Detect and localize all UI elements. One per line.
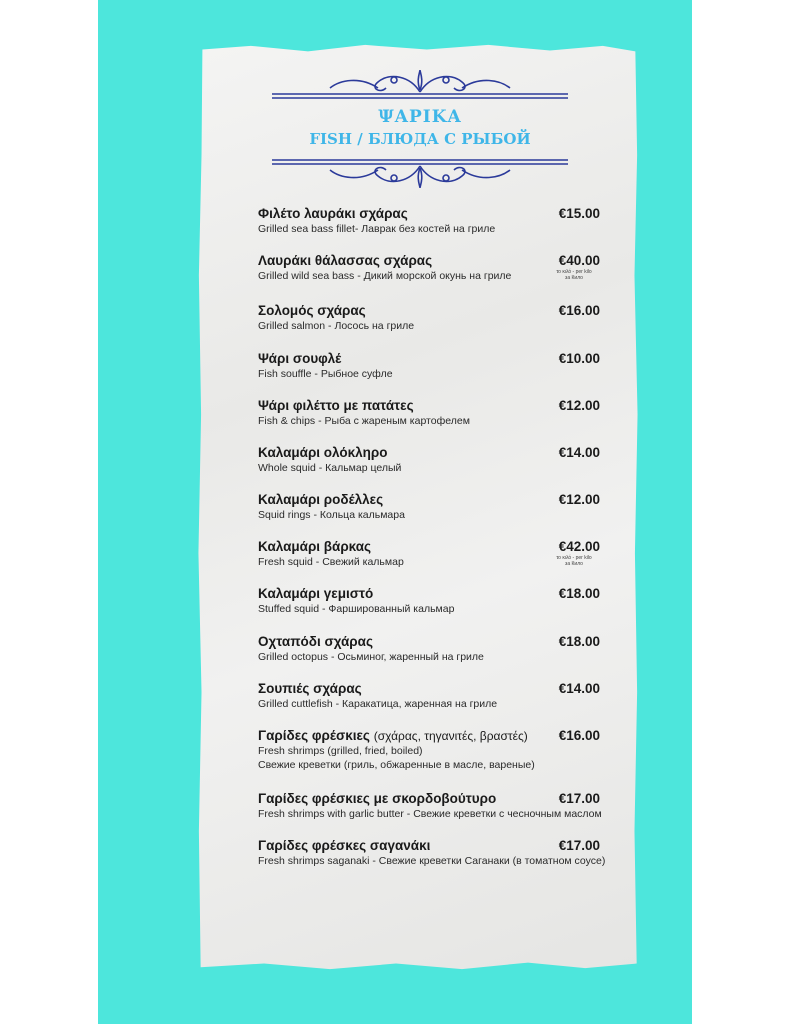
menu-item (258, 253, 602, 282)
item-price: €18.00 (558, 586, 600, 601)
item-name: Λαυράκι θάλασσας σχάρας (258, 253, 433, 268)
price-note-line: за Кило (565, 275, 583, 281)
item-name: Ψάρι σουφλέ (258, 351, 342, 366)
item-name: Σουπιές σχάρας (258, 681, 362, 696)
menu-item (258, 791, 602, 820)
item-name: Ψάρι φιλέττο με πατάτες (258, 398, 414, 413)
section-title-greek: ΨΑΡΙΚΑ (378, 107, 462, 127)
item-description-secondary: Свежие креветки (гриль, обжаренные в масле, вареные) (258, 759, 535, 771)
menu-item (258, 492, 602, 521)
item-name: Γαρίδες φρέσκιες (258, 728, 370, 743)
item-description: Fish & chips - Рыба с жареным картофелем (258, 415, 470, 427)
menu-item (258, 681, 602, 710)
item-description: Grilled salmon - Лосось на гриле (258, 320, 415, 332)
item-price: €16.00 (558, 303, 600, 318)
item-price: €14.00 (558, 681, 600, 696)
item-price: €14.00 (558, 445, 600, 460)
item-description: Fresh shrimps with garlic butter - Свежие креветки с чесночным маслом (258, 808, 602, 820)
section-title-translations: FISH / БЛЮДА С РЫБОЙ (309, 130, 531, 148)
item-name: Οχταπόδι σχάρας (258, 634, 373, 649)
item-name: Καλαμάρι ροδέλλες (258, 492, 384, 507)
item-description: Fresh shrimps saganaki - Свежие креветки Саганаки (в томатном соусе) (258, 855, 606, 867)
item-price: €40.00 (558, 253, 600, 268)
menu-item (258, 728, 602, 771)
menu-item (258, 586, 602, 615)
price-note (550, 555, 598, 567)
ornament-top-icon (270, 66, 570, 102)
ornament-bottom-icon (270, 156, 570, 192)
item-description: Grilled octopus - Осьминог, жаренный на гриле (258, 651, 484, 663)
item-price: €16.00 (558, 728, 600, 743)
menu-item (258, 303, 602, 332)
menu-item (258, 206, 602, 235)
menu-item (258, 539, 602, 568)
item-description: Whole squid - Кальмар целый (258, 462, 402, 474)
item-name-extra: (σχάρας, τηγανιτές, βραστές) (373, 729, 528, 743)
item-price: €17.00 (558, 791, 600, 806)
item-description: Stuffed squid - Фаршированный кальмар (258, 603, 455, 615)
item-price: €42.00 (558, 539, 600, 554)
menu-item (258, 351, 602, 380)
price-note-line: το κιλό - per kilo (556, 555, 592, 561)
item-description: Squid rings - Кольца кальмара (258, 509, 405, 521)
item-name: Φιλέτο λαυράκι σχάρας (258, 206, 408, 221)
item-name: Καλαμάρι γεμιστό (258, 586, 374, 601)
item-price: €12.00 (558, 398, 600, 413)
price-note-line: το κιλό - per kilo (556, 269, 592, 275)
item-description: Fresh shrimps (grilled, fried, boiled) (258, 745, 423, 757)
menu-item (258, 838, 606, 867)
item-name: Καλαμάρι βάρκας (258, 539, 372, 554)
menu-item (258, 445, 602, 474)
item-price: €10.00 (558, 351, 600, 366)
item-description: Grilled sea bass fillet- Лаврак без костей на гриле (258, 223, 496, 235)
item-description: Grilled wild sea bass - Дикий морской окунь на гриле (258, 270, 512, 282)
item-description: Grilled cuttlefish - Каракатица, жаренная на гриле (258, 698, 498, 710)
item-name-row (258, 728, 602, 743)
item-description: Fish souffle - Рыбное суфле (258, 368, 393, 380)
item-price: €17.00 (558, 838, 600, 853)
price-note (550, 269, 598, 281)
item-price: €12.00 (558, 492, 600, 507)
item-name: Γαρίδες φρέσκιες με σκορδοβούτυρο (258, 791, 497, 806)
item-name: Γαρίδες φρέσκες σαγανάκι (258, 838, 431, 853)
item-name: Καλαμάρι ολόκληρο (258, 445, 388, 460)
item-name: Σολομός σχάρας (258, 303, 366, 318)
menu-item (258, 634, 602, 663)
menu-item (258, 398, 602, 427)
item-price: €18.00 (558, 634, 600, 649)
item-description: Fresh squid - Свежий кальмар (258, 556, 404, 568)
item-price: €15.00 (558, 206, 600, 221)
price-note-line: за Кило (565, 561, 583, 567)
